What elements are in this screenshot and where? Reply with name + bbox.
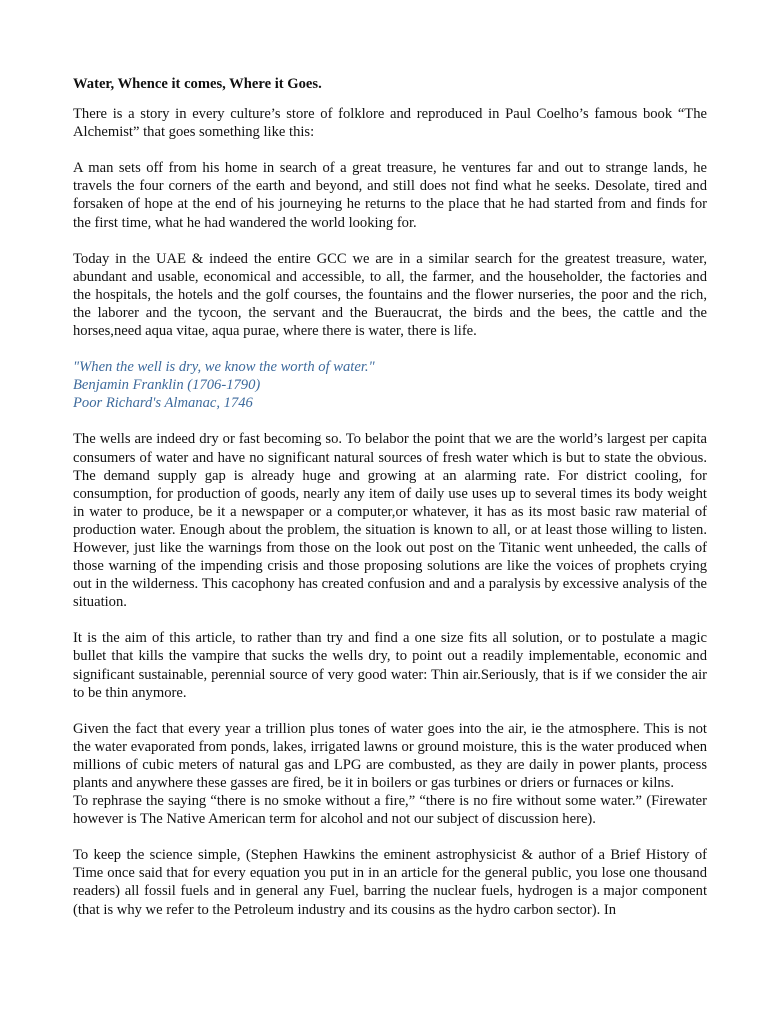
paragraph-uae: Today in the UAE & indeed the entire GCC we are in a similar search for the greatest treasure, water, abundant and usable, economical and accessible, to all, the farmer, and the householder, the factories and the hospitals, the hotels and the golf courses, the fountains and the flower nurseries, the poor and the rich, the laborer and the tycoon, the servant and the Bueraucrat, the birds and the bees, the cattle and the horses,need aqua vitae, aqua purae, where there is water, there is life. [73,250,707,340]
paragraph-rephrase: To rephrase the saying “there is no smoke without a fire,” “there is no fire without some water.” (Firewater however is The Native American term for alcohol and not our subject of discussion here). [73,793,707,828]
quote-text: "When the well is dry, we know the worth of water." [73,359,375,376]
paragraph-science: To keep the science simple, (Stephen Hawkins the eminent astrophysicist & author of a Brief History of Time once said that for every equation you put in in an article for the general public, you lose one thousand readers) all fossil fuels and in general any Fuel, barring the nuclear fuels, hydrogen is a major component (that is why we refer to the Petroleum industry and its cousins as the hydro carbon sector). In [73,847,707,918]
paragraph-wells: The wells are indeed dry or fast becoming so. To belabor the point that we are the world’s largest per capita consumers of water and have no significant natural sources of fresh water which is but to state the obvious. The demand supply gap is already huge and growing at an alarming rate. For district cooling, for consumption, for production of goods, nearly any item of daily use uses up to several times its body weight in water to produce, be it a newspaper or a computer,or whatever, it has as its most basic raw material of production water. Enough about the problem, the situation is known to all, or at least those willing to listen. However, just like the warnings from those on the look out post on the Titanic went unheeded, the calls of those warning of the impending crisis and those proposing solutions are like the voices of prophets crying out in the wilderness. This cacophony has created confusion and and a paralysis by excessive analysis of the situation. [73,431,707,611]
quote-author: Benjamin Franklin (1706-1790) [73,377,261,394]
quote-source: Poor Richard's Almanac, 1746 [73,395,253,412]
paragraph-intro: There is a story in every culture’s store of folklore and reproduced in Paul Coelho’s famous book “The Alchemist” that goes something like this: [73,106,707,141]
paragraph-story: A man sets off from his home in search of a great treasure, he ventures far and out to strange lands, he travels the four corners of the earth and beyond, and still does not find what he seeks. Desolate, tired and forsaken of hope at the end of his journeying he returns to the place that he had started from and finds for the first time, what he had wandered the world looking for. [73,160,707,231]
document-title: Water, Whence it comes, Where it Goes. [73,76,322,92]
document-page [73,75,707,937]
paragraph-aim: It is the aim of this article, to rather than try and find a one size fits all solution, or to postulate a magic bullet that kills the vampire that sucks the wells dry, to point out a readily implementable, economic and significant sustainable, perennial source of very good water: Thin air.Seriously, that is if we consider the air to be thin anymore. [73,630,707,701]
franklin-quote [73,358,707,412]
paragraph-atmosphere: Given the fact that every year a trillion plus tones of water goes into the air, ie the atmosphere. This is not the water evaporated from ponds, lakes, irrigated lawns or ground moisture, this is the water produced when millions of cubic meters of natural gas and LPG are combusted, as they are daily in power plants, process plants and anywhere these gasses are fired, be it in boilers or gas turbines or driers or furnaces or kilns. [73,720,707,791]
